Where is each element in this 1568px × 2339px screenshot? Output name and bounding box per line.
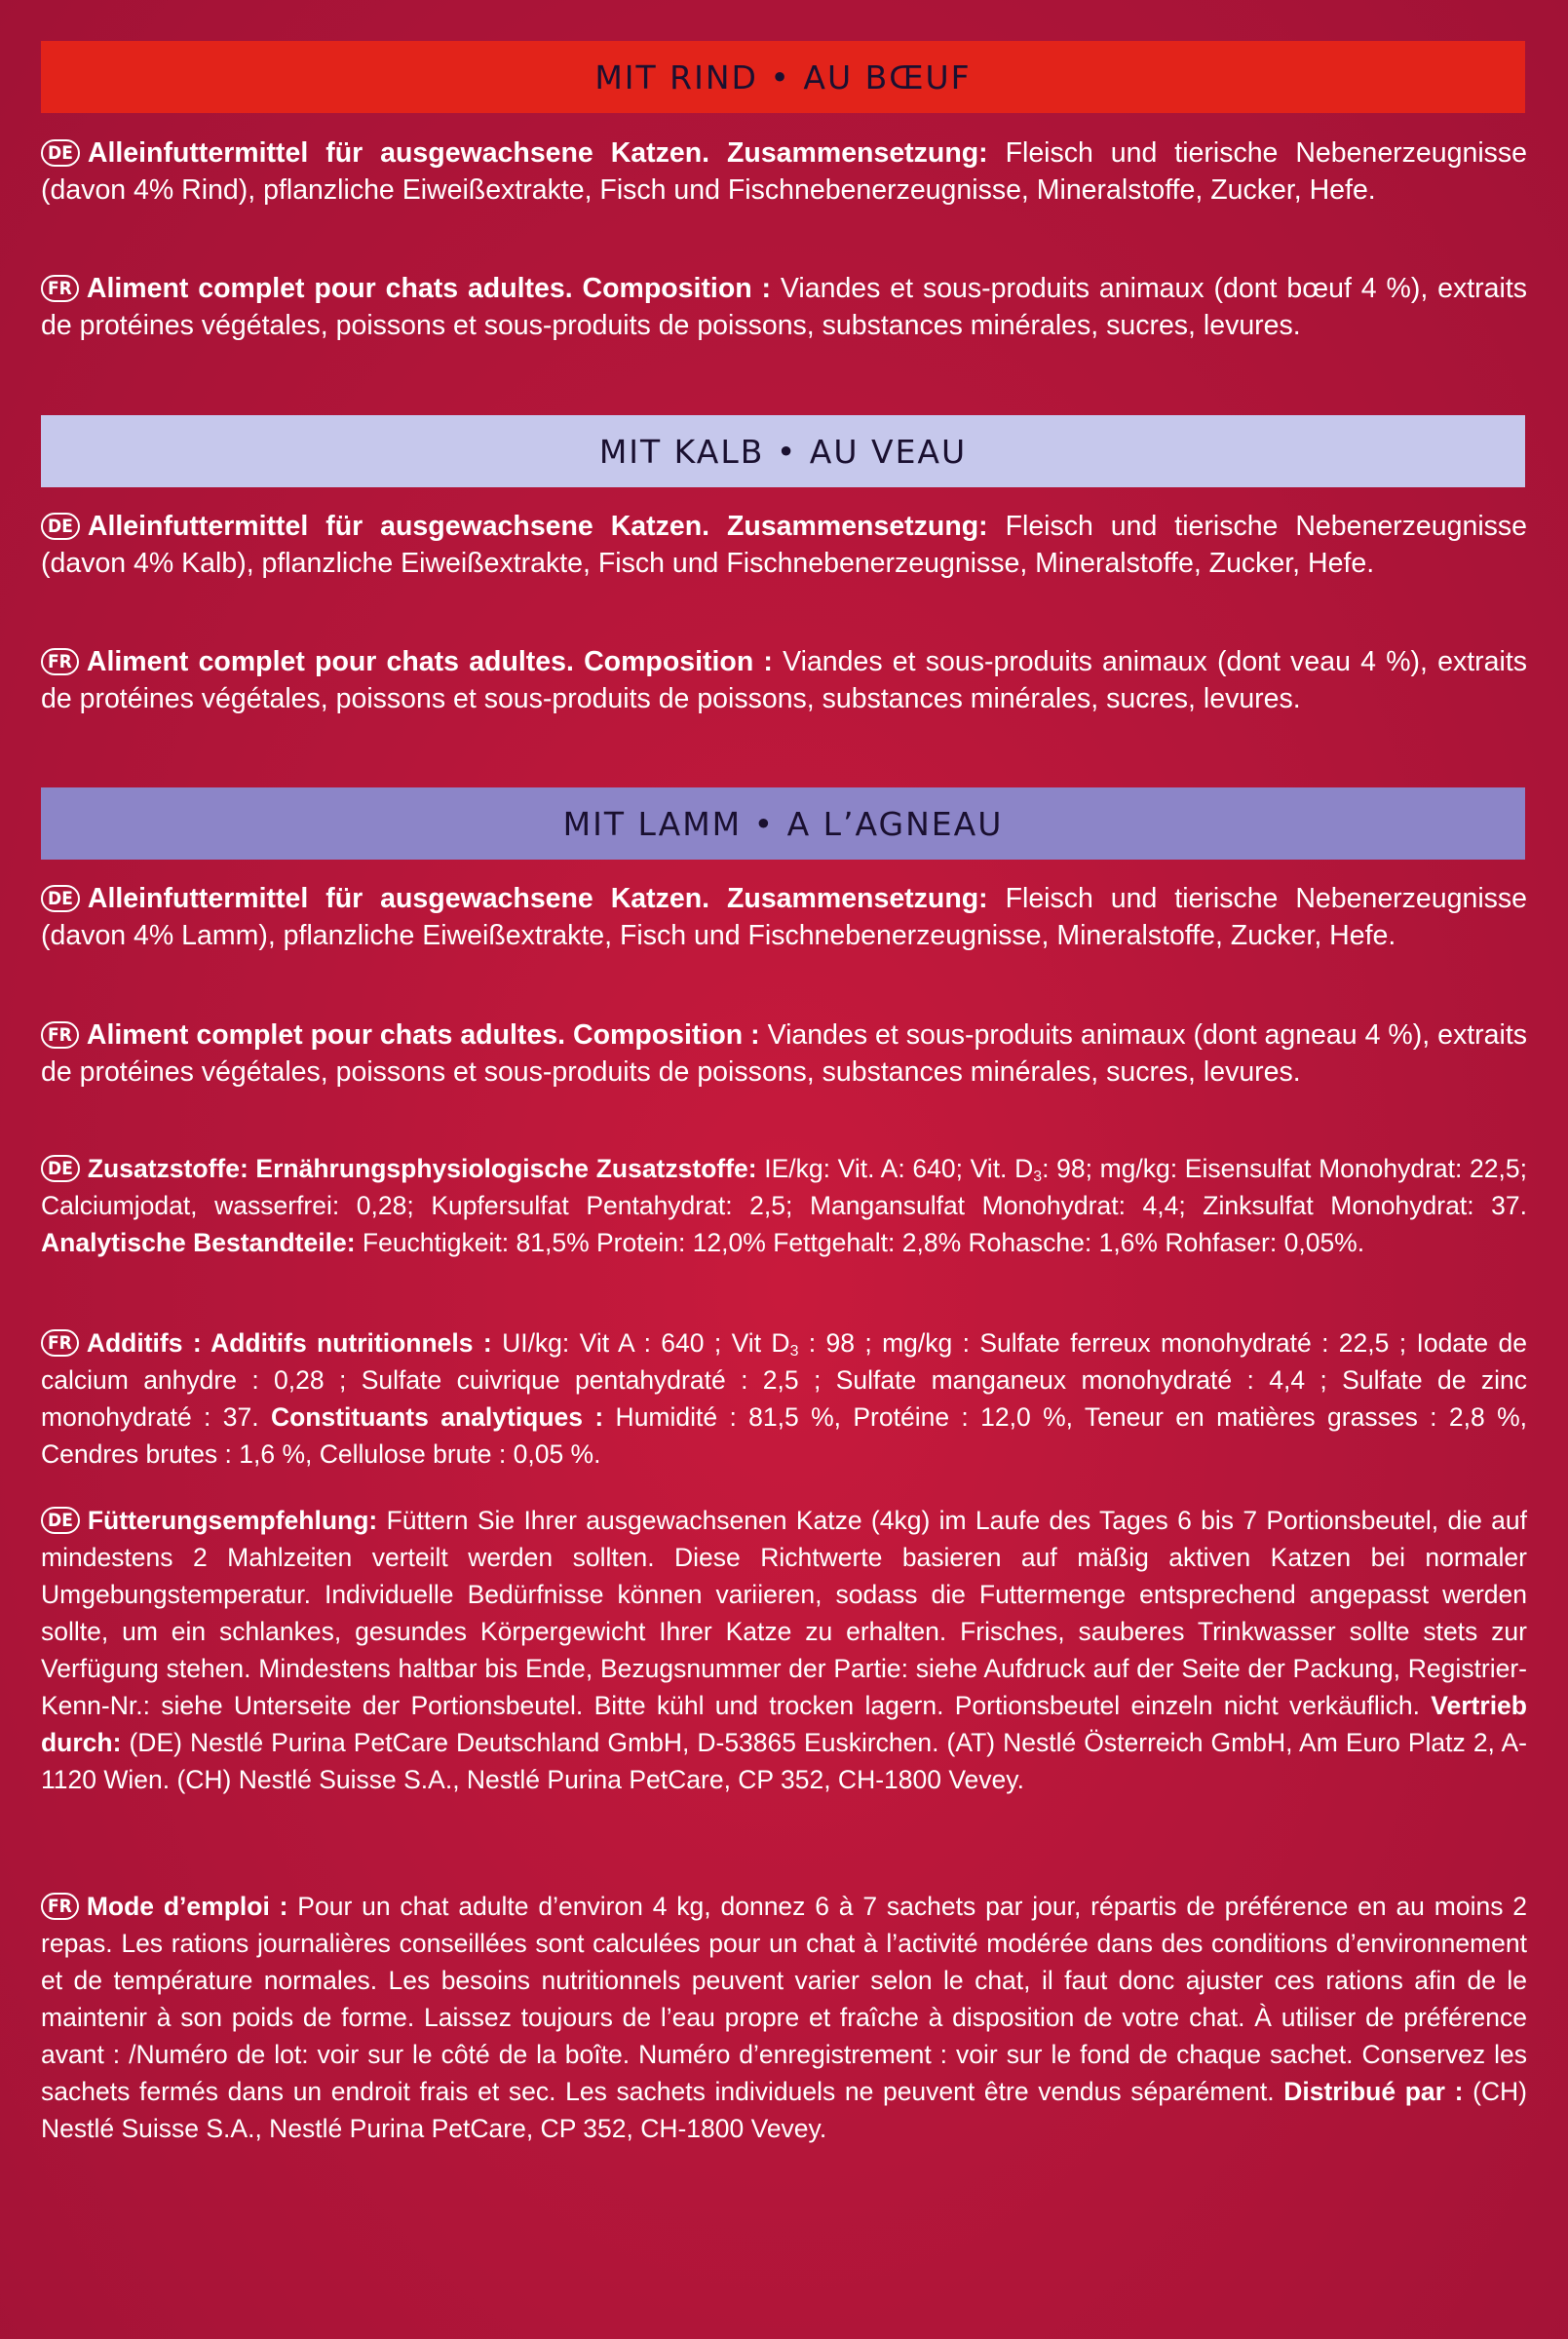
lamb-fr-heading: Aliment complet pour chats adultes. Composition : [86, 1019, 760, 1051]
fr-badge: FR [41, 1021, 79, 1049]
lamb-fr-text: Viandes et sous-produits animaux (dont agneau 4 %), extraits de protéines végétales, poissons et sous-produits de poissons, substances minérales, sucres, levures. [41, 1019, 1527, 1088]
beef-fr-heading: Aliment complet pour chats adultes. Composition : [86, 273, 772, 304]
feeding-fr-heading: Mode d’emploi : [86, 1892, 288, 1921]
band-veal: MIT KALB • AU VEAU [41, 415, 1525, 487]
lamb-de-paragraph [41, 880, 1527, 954]
fr-badge: FR [41, 1329, 79, 1357]
de-badge: DE [41, 139, 80, 167]
veal-de-text: Fleisch und tierische Nebenerzeugnisse (davon 4% Kalb), pflanzliche Eiweißextrakte, Fisch und Fischnebenerzeugnisse, Mineralstoffe, Zucker, Hefe. [41, 511, 1528, 579]
beef-fr-paragraph [41, 270, 1527, 344]
analysis-fr-heading: Constituants analytiques : [270, 1402, 604, 1432]
veal-de-heading: Alleinfuttermittel für ausgewachsene Katzen. Zusammensetzung: [87, 511, 988, 542]
veal-fr-heading: Aliment complet pour chats adultes. Composition : [86, 646, 773, 677]
veal-de-paragraph [41, 508, 1527, 582]
distributor-de-heading: Vertrieb durch: [41, 1691, 1527, 1757]
de-badge: DE [41, 1155, 80, 1182]
vitamin-d-subscript: 3 [789, 1343, 799, 1360]
additives-de-heading: Zusatzstoffe: Ernährungsphysiologische Zusatzstoffe: [87, 1154, 757, 1183]
fr-badge: FR [41, 275, 79, 302]
additives-fr-heading: Additifs : Additifs nutritionnels : [86, 1328, 492, 1358]
analysis-de-heading: Analytische Bestandteile: [41, 1228, 356, 1257]
additives-fr-text-1: UI/kg: Vit A : 640 ; Vit D [491, 1328, 790, 1358]
de-badge: DE [41, 885, 80, 912]
additives-fr-text-3: Humidité : 81,5 %, Protéine : 12,0 %, Teneur en matières grasses : 2,8 %, Cendres brutes : 1,6 %, Cellulose brute : 0,05 %. [41, 1402, 1527, 1469]
feeding-de-heading: Fütterungsempfehlung: [87, 1506, 378, 1535]
additives-fr-text-2: : 98 ; mg/kg : Sulfate ferreux monohydraté : 22,5 ; Iodate de calcium anhydre : 0,28 ; Sulfate cuivrique pentahydraté : 2,5 ; Sulfate manganeux monohydraté : 4,4 ; Sulfate de zinc monohydraté : 37. [41, 1328, 1527, 1432]
additives-fr-paragraph [41, 1324, 1527, 1473]
vitamin-d-subscript: 3 [1033, 1169, 1043, 1185]
beef-de-text: Fleisch und tierische Nebenerzeugnisse (davon 4% Rind), pflanzliche Eiweißextrakte, Fisch und Fischnebenerzeugnisse, Mineralstoffe, Zucker, Hefe. [41, 137, 1528, 206]
feeding-de-text-2: (DE) Nestlé Purina PetCare Deutschland GmbH, D-53865 Euskirchen. (AT) Nestlé Österreich GmbH, Am Euro Platz 2, A-1120 Wien. (CH) Nestlé Suisse S.A., Nestlé Purina PetCare, CP 352, CH-1800 Vevey. [41, 1728, 1527, 1794]
additives-de-text-3: Feuchtigkeit: 81,5% Protein: 12,0% Fettgehalt: 2,8% Rohasche: 1,6% Rohfaser: 0,05%. [355, 1228, 1365, 1257]
additives-de-text-2: : 98; mg/kg: Eisensulfat Monohydrat: 22,5; Calciumjodat, wasserfrei: 0,28; Kupfersulfat Pentahydrat: 2,5; Mangansulfat Monohydrat: 4,4; Zinksulfat Monohydrat: 37. [41, 1154, 1527, 1220]
additives-de-text-1: IE/kg: Vit. A: 640; Vit. D [756, 1154, 1034, 1183]
beef-fr-text: Viandes et sous-produits animaux (dont bœuf 4 %), extraits de protéines végétales, poissons et sous-produits de poissons, substances minérales, sucres, levures. [41, 273, 1527, 341]
fr-badge: FR [41, 1893, 79, 1920]
beef-de-heading: Alleinfuttermittel für ausgewachsene Katzen. Zusammensetzung: [87, 137, 988, 169]
veal-fr-text: Viandes et sous-produits animaux (dont veau 4 %), extraits de protéines végétales, poissons et sous-produits de poissons, substances minérales, sucres, levures. [41, 646, 1527, 714]
additives-de-paragraph [41, 1150, 1527, 1261]
lamb-de-heading: Alleinfuttermittel für ausgewachsene Katzen. Zusammensetzung: [87, 883, 988, 914]
lamb-de-text: Fleisch und tierische Nebenerzeugnisse (davon 4% Lamm), pflanzliche Eiweißextrakte, Fisch und Fischnebenerzeugnisse, Mineralstoffe, Zucker, Hefe. [41, 883, 1528, 951]
feeding-fr-text-2: (CH) Nestlé Suisse S.A., Nestlé Purina PetCare, CP 352, CH-1800 Vevey. [41, 2077, 1527, 2143]
distributor-fr-heading: Distribué par : [1283, 2077, 1464, 2106]
beef-de-paragraph [41, 134, 1527, 209]
de-badge: DE [41, 1507, 80, 1534]
feeding-fr-paragraph [41, 1888, 1527, 2147]
feeding-de-paragraph [41, 1502, 1527, 1798]
lamb-fr-paragraph [41, 1016, 1527, 1091]
fr-badge: FR [41, 648, 79, 675]
feeding-fr-text-1: Pour un chat adulte d’environ 4 kg, donnez 6 à 7 sachets par jour, répartis de préférence en au moins 2 repas. Les rations journalières conseillées sont calculées pour un chat à l’activité modérée dans des conditions d’environnement et de température normales. Les besoins nutritionnels peuvent varier selon le chat, il faut donc ajuster ces rations afin de le maintenir à son poids de forme. Laissez toujours de l’eau propre et fraîche à disposition de votre chat. À utiliser de préférence avant : /Numéro de lot: voir sur le côté de la boîte. Numéro d’enregistrement : voir sur le fond de chaque sachet. Conservez les sachets fermés dans un endroit frais et sec. Les sachets individuels ne peuvent être vendus séparément. [41, 1892, 1528, 2106]
band-beef: MIT RIND • AU BŒUF [41, 41, 1525, 113]
band-lamb: MIT LAMM • A L’AGNEAU [41, 787, 1525, 860]
veal-fr-paragraph [41, 643, 1527, 717]
de-badge: DE [41, 513, 80, 540]
feeding-de-text-1: Füttern Sie Ihrer ausgewachsenen Katze (4kg) im Laufe des Tages 6 bis 7 Portionsbeutel, die auf mindestens 2 Mahlzeiten verteilt werden sollten. Diese Richtwerte basieren auf mäßig aktiven Katzen bei normaler Umgebungstemperatur. Individuelle Bedürfnisse können variieren, sodass die Futtermenge entsprechend angepasst werden sollte, um ein schlankes, gesundes Körpergewicht Ihrer Katze zu erhalten. Frisches, sauberes Trinkwasser sollte stets zur Verfügung stehen. Mindestens haltbar bis Ende, Bezugsnummer der Partie: siehe Aufdruck auf der Seite der Packung, Registrier-Kenn-Nr.: siehe Unterseite der Portionsbeutel. Bitte kühl und trocken lagern. Portionsbeutel einzeln nicht verkäuflich. [41, 1506, 1527, 1720]
